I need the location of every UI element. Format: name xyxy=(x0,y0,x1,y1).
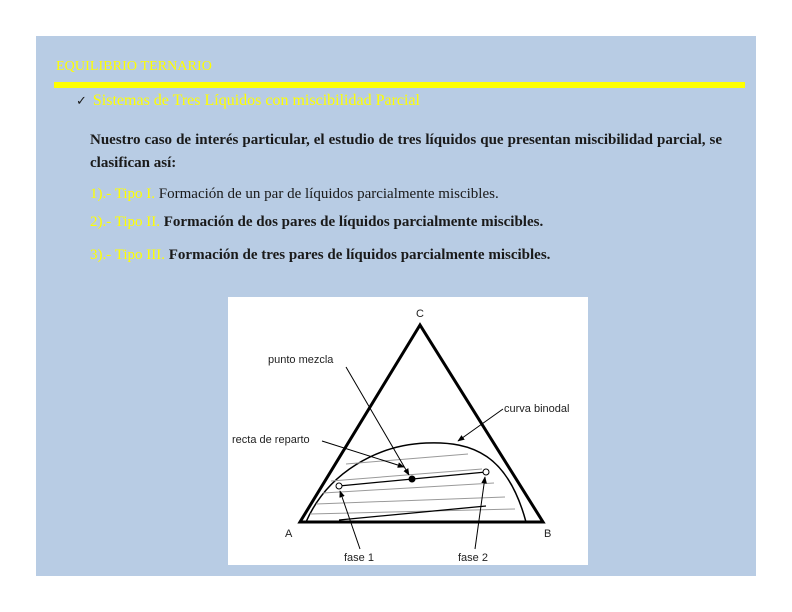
item-label: 1).- Tipo I. xyxy=(90,186,156,202)
vertex-c-label: C xyxy=(416,308,424,320)
label-fase-1: fase 1 xyxy=(344,552,374,564)
phase1-point xyxy=(336,483,342,489)
ternary-diagram xyxy=(228,297,588,565)
subtitle xyxy=(76,92,420,110)
header-divider xyxy=(54,82,745,88)
mix-point xyxy=(409,476,416,483)
item-label: 2).- Tipo II. xyxy=(90,214,161,230)
slide xyxy=(36,36,756,576)
list-item xyxy=(90,186,499,203)
arrow-fase-2 xyxy=(475,477,485,549)
item-label: 3).- Tipo III. xyxy=(90,247,166,263)
label-recta-reparto: recta de reparto xyxy=(232,434,310,446)
item-text: Formación de un par de líquidos parcialmente miscibles. xyxy=(155,186,499,202)
subtitle-text: Sistemas de Tres Líquidos con miscibilidad Parcial xyxy=(92,92,420,109)
label-curva-binodal: curva binodal xyxy=(504,403,570,415)
arrow-curva-binodal xyxy=(458,409,503,441)
label-fase-2: fase 2 xyxy=(458,552,488,564)
phase2-point xyxy=(483,469,489,475)
label-punto-mezcla: punto mezcla xyxy=(268,354,334,366)
header-title: EQUILIBRIO TERNARIO xyxy=(56,59,213,74)
checkmark-icon: ✓ xyxy=(76,94,87,109)
list-item xyxy=(90,247,550,264)
item-text: Formación de tres pares de líquidos parcialmente miscibles. xyxy=(165,247,551,263)
vertex-a-label: A xyxy=(285,528,293,540)
intro-paragraph: Nuestro caso de interés particular, el estudio de tres líquidos que presentan miscibilidad parcial, se clasifican así: xyxy=(90,132,722,171)
vertex-b-label: B xyxy=(544,528,552,540)
binodal-curve xyxy=(306,443,526,522)
list-item xyxy=(90,214,543,231)
item-text: Formación de dos pares de líquidos parcialmente miscibles. xyxy=(160,214,544,230)
